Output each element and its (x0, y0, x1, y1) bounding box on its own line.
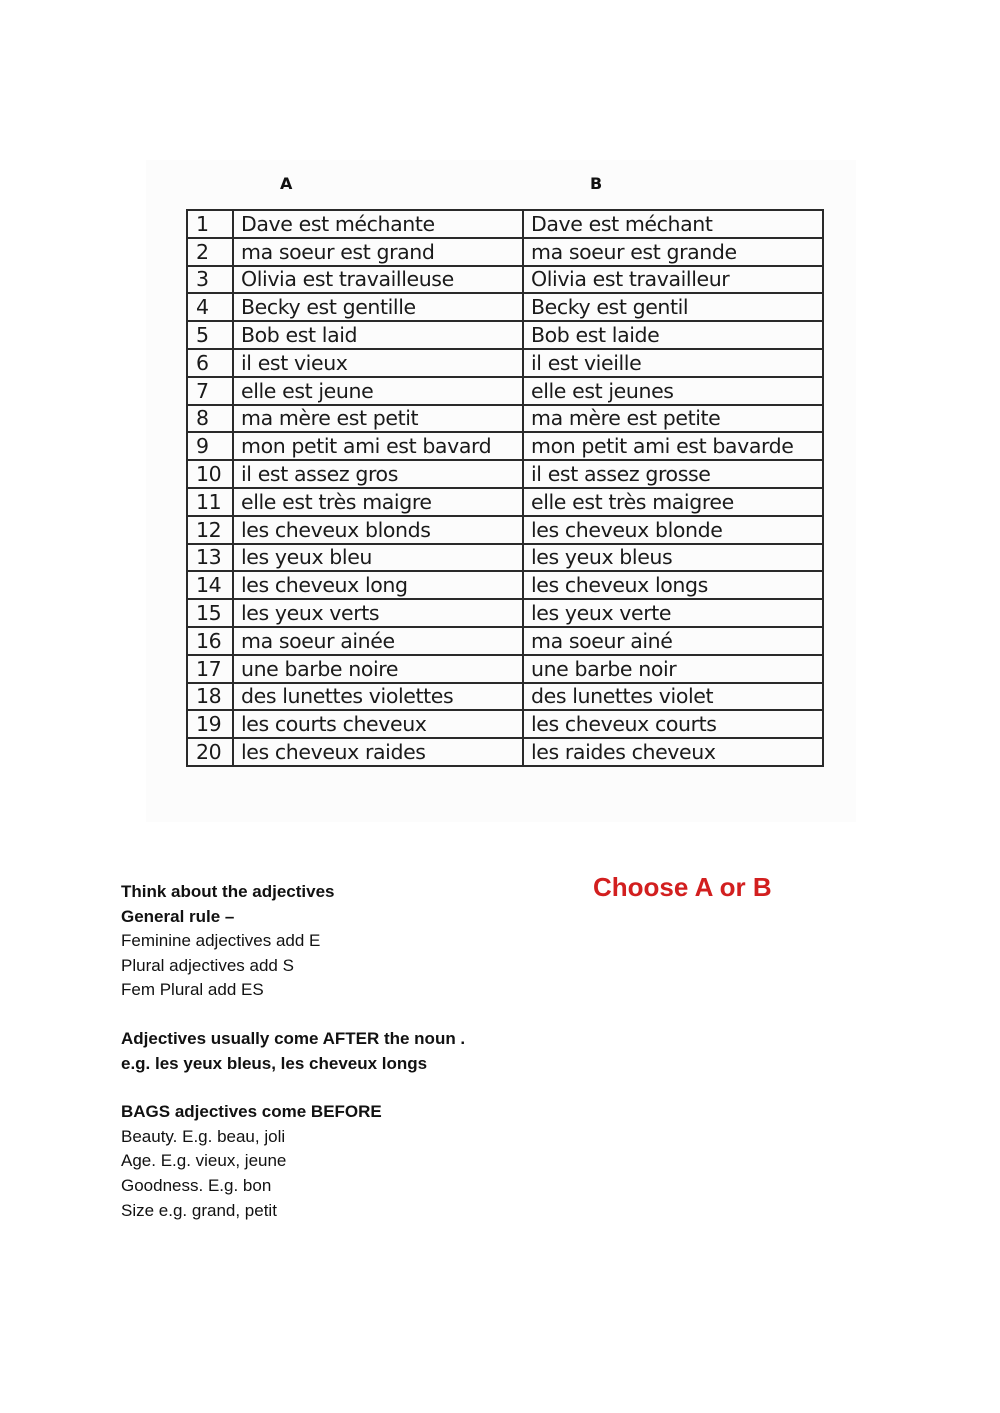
row-number: 7 (187, 377, 233, 405)
option-a-cell: Olivia est travailleuse (233, 266, 523, 294)
option-b-cell: les cheveux blonde (523, 516, 823, 544)
option-a-cell: mon petit ami est bavard (233, 432, 523, 460)
row-number: 13 (187, 544, 233, 572)
notes-think: Think about the adjectives (121, 882, 335, 901)
option-b-cell: des lunettes violet (523, 683, 823, 711)
option-b-cell: une barbe noir (523, 655, 823, 683)
notes-after-example: e.g. les yeux bleus, les cheveux longs (121, 1053, 428, 1073)
grammar-notes (121, 880, 465, 1223)
option-a-cell: elle est jeune (233, 377, 523, 405)
notes-spacer (121, 1003, 465, 1027)
row-number: 10 (187, 460, 233, 488)
option-a-cell: les cheveux raides (233, 738, 523, 766)
table-row (187, 571, 823, 599)
option-b-cell: elle est très maigree (523, 488, 823, 516)
table-row (187, 293, 823, 321)
notes-bags-beauty: Beauty. E.g. beau, joli (121, 1126, 286, 1146)
option-b-cell: ma mère est petite (523, 405, 823, 433)
table-row (187, 349, 823, 377)
table-row (187, 377, 823, 405)
table-row (187, 516, 823, 544)
notes-spacer (121, 1076, 465, 1100)
notes-bags-size: Size e.g. grand, petit (121, 1200, 277, 1220)
table-row (187, 405, 823, 433)
option-b-cell: ma soeur ainé (523, 627, 823, 655)
row-number: 12 (187, 516, 233, 544)
option-b-cell: les yeux bleus (523, 544, 823, 572)
adjective-table (186, 209, 824, 767)
option-b-cell: les yeux verte (523, 599, 823, 627)
table-row (187, 210, 823, 238)
option-b-cell: Olivia est travailleur (523, 266, 823, 294)
table-row (187, 599, 823, 627)
row-number: 15 (187, 599, 233, 627)
adjective-table-body (187, 210, 823, 766)
notes-rule-plural: Plural adjectives add S (121, 955, 294, 975)
option-b-cell: il est vieille (523, 349, 823, 377)
row-number: 9 (187, 432, 233, 460)
row-number: 2 (187, 238, 233, 266)
notes-rule-fem-plural: Fem Plural add ES (121, 980, 264, 1000)
row-number: 20 (187, 738, 233, 766)
option-a-cell: les courts cheveux (233, 710, 523, 738)
table-row (187, 488, 823, 516)
row-number: 6 (187, 349, 233, 377)
option-b-cell: les cheveux longs (523, 571, 823, 599)
row-number: 17 (187, 655, 233, 683)
notes-bags-goodness: Goodness. E.g. bon (121, 1175, 272, 1195)
row-number: 4 (187, 293, 233, 321)
option-a-cell: Dave est méchante (233, 210, 523, 238)
notes-rule-feminine: Feminine adjectives add E (121, 931, 321, 951)
row-number: 8 (187, 405, 233, 433)
row-number: 16 (187, 627, 233, 655)
option-b-cell: elle est jeunes (523, 377, 823, 405)
notes-bags-age: Age. E.g. vieux, jeune (121, 1151, 287, 1171)
option-a-cell: Becky est gentille (233, 293, 523, 321)
option-a-cell: Bob est laid (233, 321, 523, 349)
table-row (187, 627, 823, 655)
option-a-cell: une barbe noire (233, 655, 523, 683)
table-row (187, 460, 823, 488)
option-a-cell: ma mère est petit (233, 405, 523, 433)
table-row (187, 655, 823, 683)
option-b-cell: Becky est gentil (523, 293, 823, 321)
row-number: 19 (187, 710, 233, 738)
row-number: 5 (187, 321, 233, 349)
option-b-cell: Bob est laide (523, 321, 823, 349)
option-b-cell: il est assez grosse (523, 460, 823, 488)
row-number: 1 (187, 210, 233, 238)
column-header-a: A (280, 174, 293, 193)
option-a-cell: les yeux bleu (233, 544, 523, 572)
choose-instruction: Choose A or B (593, 872, 772, 902)
notes-after-noun: Adjectives usually come AFTER the noun . (121, 1028, 466, 1048)
option-a-cell: ma soeur est grand (233, 238, 523, 266)
option-a-cell: elle est très maigre (233, 488, 523, 516)
table-row (187, 683, 823, 711)
table-row (187, 321, 823, 349)
table-row (187, 238, 823, 266)
option-a-cell: des lunettes violettes (233, 683, 523, 711)
option-b-cell: mon petit ami est bavarde (523, 432, 823, 460)
row-number: 18 (187, 683, 233, 711)
row-number: 3 (187, 266, 233, 294)
table-row (187, 266, 823, 294)
option-b-cell: les cheveux courts (523, 710, 823, 738)
table-row (187, 544, 823, 572)
option-a-cell: ma soeur ainée (233, 627, 523, 655)
option-a-cell: il est assez gros (233, 460, 523, 488)
option-a-cell: les yeux verts (233, 599, 523, 627)
table-row (187, 432, 823, 460)
table-row (187, 710, 823, 738)
row-number: 14 (187, 571, 233, 599)
row-number: 11 (187, 488, 233, 516)
notes-general-rule: General rule – (121, 906, 235, 926)
option-a-cell: les cheveux blonds (233, 516, 523, 544)
option-b-cell: ma soeur est grande (523, 238, 823, 266)
option-b-cell: Dave est méchant (523, 210, 823, 238)
column-header-b: B (590, 174, 603, 193)
table-row (187, 738, 823, 766)
option-b-cell: les raides cheveux (523, 738, 823, 766)
notes-bags-heading: BAGS adjectives come BEFORE (121, 1102, 382, 1122)
option-a-cell: il est vieux (233, 349, 523, 377)
option-a-cell: les cheveux long (233, 571, 523, 599)
